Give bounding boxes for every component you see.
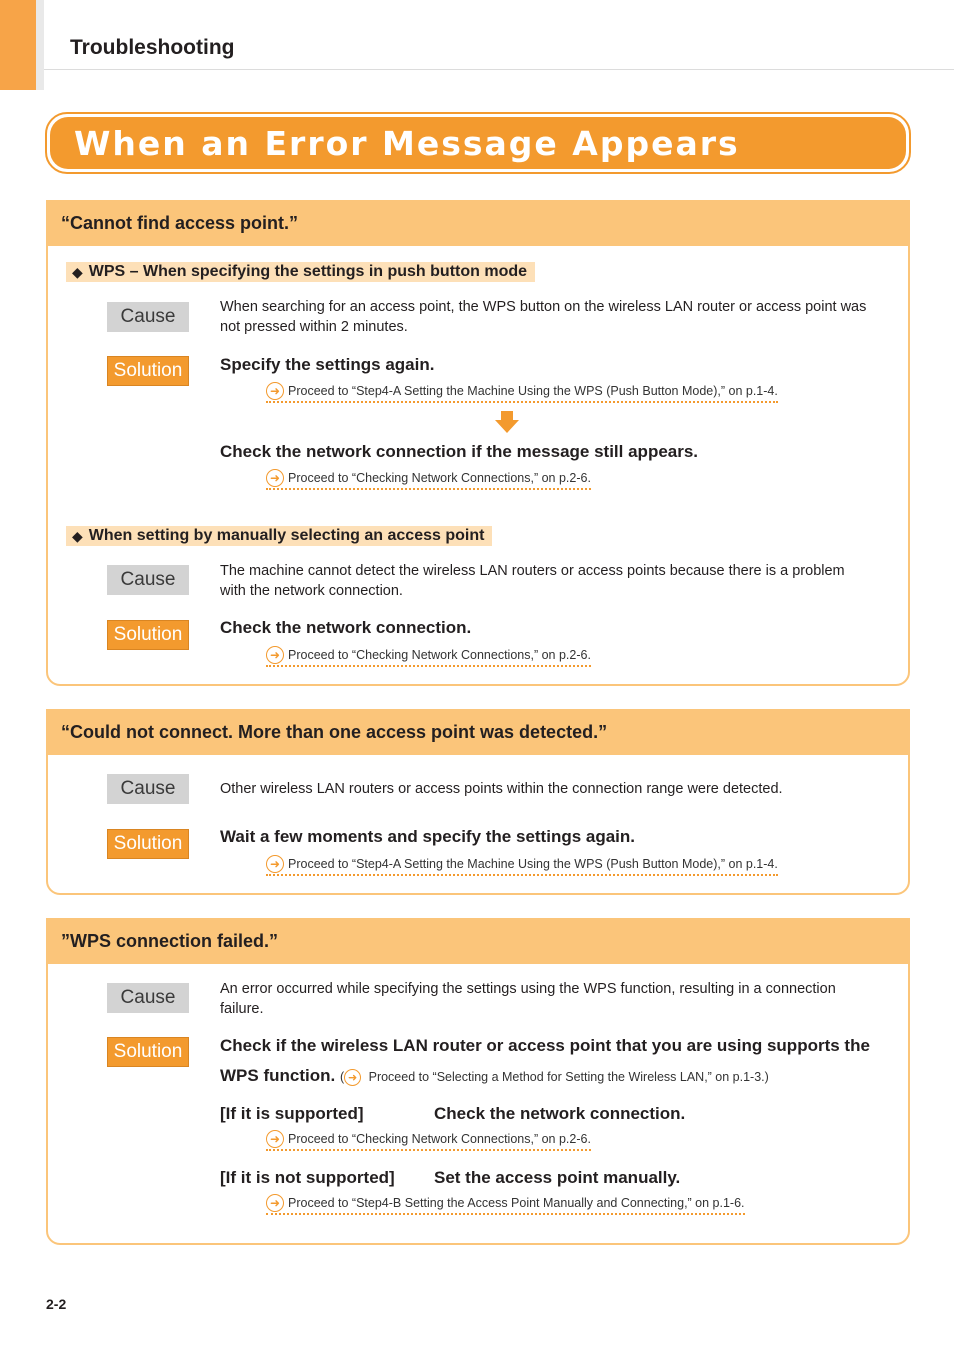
ref-open-paren: (	[339, 1070, 345, 1084]
page-number: 2-2	[46, 1296, 67, 1312]
subheading-manual	[66, 526, 492, 546]
error-box-cannot-find	[46, 200, 910, 686]
cause-label: Cause	[107, 983, 189, 1013]
followup-text: Check the network connection if the message still appears.	[220, 442, 699, 461]
cause-text: Other wireless LAN routers or access points within the connection range were detected.	[220, 781, 783, 797]
cause-label: Cause	[107, 774, 189, 804]
subheading-wps-push	[66, 262, 535, 282]
solution-label: Solution	[107, 356, 189, 386]
not-supported-label: [If it is not supported]	[220, 1168, 395, 1187]
cause-text: An error occurred while specifying the settings using the WPS function, resulting in a connection failure.	[220, 981, 836, 1017]
solution-text: Check the network connection.	[220, 618, 472, 637]
down-arrow-icon	[495, 411, 519, 433]
supported-label: [If it is supported]	[220, 1104, 364, 1123]
subheading-text: WPS – When specifying the settings in push button mode	[88, 263, 528, 280]
reference-text: Proceed to “Checking Network Connections,” on p.2-6.	[288, 470, 591, 485]
reference-text: Proceed to “Checking Network Connections,” on p.2-6.	[288, 1131, 591, 1146]
section-title: Troubleshooting	[70, 36, 235, 59]
solution-label: Solution	[107, 1037, 189, 1067]
reference-link[interactable]	[266, 1129, 591, 1151]
arrow-right-icon: ➜	[266, 382, 284, 400]
solution-text: Wait a few moments and specify the settings again.	[220, 827, 636, 846]
reference-link[interactable]	[266, 1193, 745, 1215]
page-title-banner-fill	[50, 117, 906, 169]
diamond-icon: ◆	[72, 263, 83, 280]
cause-text: When searching for an access point, the WPS button on the wireless LAN router or access point was not pressed within 2 minutes.	[220, 299, 867, 335]
subheading-text: When setting by manually selecting an access point	[88, 527, 485, 544]
inline-reference-link[interactable]	[340, 1070, 769, 1084]
reference-link[interactable]	[266, 645, 591, 667]
reference-text: Proceed to “Step4-B Setting the Access Point Manually and Connecting,” on p.1-6.	[288, 1195, 745, 1210]
page-title-banner	[45, 112, 911, 174]
reference-text: Proceed to “Selecting a Method for Setting the Wireless LAN,” on p.1-3.)	[368, 1070, 769, 1084]
reference-link[interactable]	[266, 381, 778, 403]
error-heading: ”WPS connection failed.”	[46, 918, 910, 964]
arrow-right-icon: ➜	[266, 855, 284, 873]
diamond-icon: ◆	[72, 527, 83, 544]
solution-label: Solution	[107, 829, 189, 859]
page-title: When an Error Message Appears	[74, 123, 740, 163]
header-rule	[44, 69, 954, 70]
solution-text: Specify the settings again.	[220, 355, 435, 374]
reference-text: Proceed to “Step4-A Setting the Machine Using the WPS (Push Button Mode),” on p.1-4.	[288, 856, 778, 871]
cause-label: Cause	[107, 302, 189, 332]
corner-divider	[36, 0, 44, 90]
arrow-right-icon: ➜	[266, 469, 284, 487]
reference-link[interactable]	[266, 468, 591, 490]
error-heading: “Cannot find access point.”	[46, 200, 910, 246]
solution-label: Solution	[107, 620, 189, 650]
supported-action: Check the network connection.	[434, 1104, 686, 1123]
solution-text: Check if the wireless LAN router or access point that you are using supports the WPS function.	[220, 1036, 870, 1085]
reference-link[interactable]	[266, 854, 778, 876]
error-box-multiple-ap	[46, 709, 910, 895]
error-box-wps-failed	[46, 918, 910, 1245]
arrow-right-icon: ➜	[266, 1194, 284, 1212]
solution-text-block	[220, 1031, 870, 1092]
not-supported-action: Set the access point manually.	[434, 1168, 681, 1187]
reference-text: Proceed to “Checking Network Connections,” on p.2-6.	[288, 647, 591, 662]
error-heading: “Could not connect. More than one access point was detected.”	[46, 709, 910, 755]
cause-text: The machine cannot detect the wireless LAN routers or access points because there is a problem with the network connection.	[220, 563, 845, 599]
arrow-right-icon: ➜	[266, 646, 284, 664]
corner-tab	[0, 0, 36, 90]
cause-label: Cause	[107, 565, 189, 595]
arrow-right-icon: ➜	[266, 1130, 284, 1148]
reference-text: Proceed to “Step4-A Setting the Machine Using the WPS (Push Button Mode),” on p.1-4.	[288, 383, 778, 398]
arrow-right-icon: ➜	[344, 1069, 361, 1086]
